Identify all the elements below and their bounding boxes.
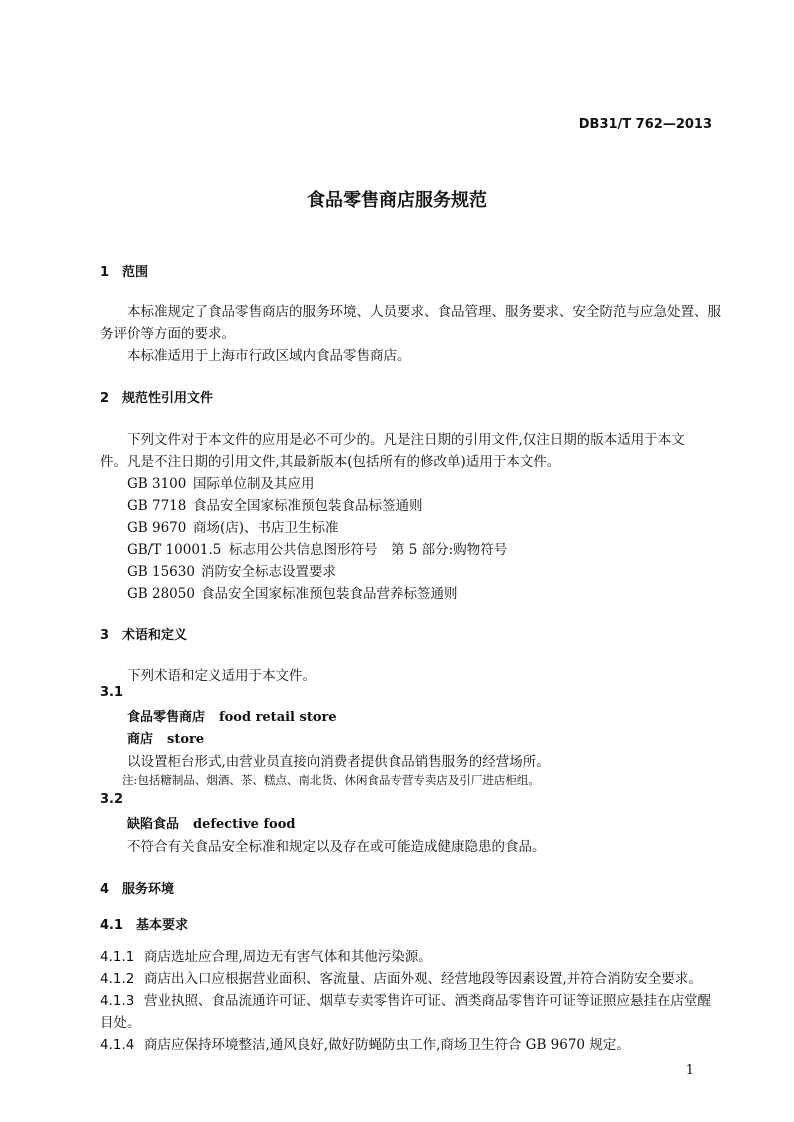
page-number: 1 [685, 1063, 694, 1078]
reference-item [127, 538, 507, 558]
term-heading [127, 706, 337, 725]
section-heading-terms [100, 624, 187, 643]
clause-text: 商店应保持环境整洁,通风良好,做好防蝇防虫工作,商场卫生符合 GB 9670 规定。 [144, 1037, 630, 1053]
reference-code: GB 28050 [127, 586, 195, 602]
reference-code: GB 15630 [127, 564, 195, 580]
reference-code: GB 3100 [127, 476, 187, 492]
reference-title: 食品安全国家标准预包装食品营养标签通则 [201, 586, 458, 602]
paragraph-line: 本标准适用于上海市行政区域内食品零售商店。 [127, 348, 411, 364]
term-definition: 以设置柜台形式,由营业员直接向消费者提供食品销售服务的经营场所。 [127, 754, 550, 770]
term-zh: 食品零售商店 [127, 710, 206, 725]
term-heading [127, 813, 295, 832]
subsection-number: 4.1 [100, 918, 124, 933]
clause-number: 4.1.4 [100, 1037, 135, 1053]
section-title: 范围 [122, 265, 149, 280]
term-alt-zh: 商店 [127, 732, 154, 747]
paragraph-line: 下列术语和定义适用于本文件。 [127, 668, 316, 684]
term-en: food retail store [219, 710, 337, 725]
subsection-title: 基本要求 [136, 918, 189, 933]
reference-item [127, 516, 339, 536]
clause [100, 1033, 630, 1053]
reference-item [127, 582, 458, 602]
standard-code: DB31/T 762—2013 [578, 117, 712, 132]
reference-code: GB 9670 [127, 520, 187, 536]
term-number: 3.2 [100, 792, 124, 807]
term-alt-en: store [167, 732, 205, 747]
paragraph-line: 务评价等方面的要求。 [100, 326, 235, 342]
page-title: 食品零售商店服务规范 [307, 190, 487, 211]
term-alt-heading [127, 728, 204, 747]
reference-title: 国际单位制及其应用 [193, 476, 315, 492]
reference-title: 食品安全国家标准预包装食品标签通则 [193, 498, 423, 514]
reference-item [127, 560, 336, 580]
paragraph-line: 件。凡是不注日期的引用文件,其最新版本(包括所有的修改单)适用于本文件。 [100, 454, 561, 470]
subsection-heading-basic-requirements [100, 914, 188, 933]
clause [100, 989, 711, 1009]
reference-item [127, 494, 423, 514]
clause-text: 商店选址应合理,周边无有害气体和其他污染源。 [144, 949, 432, 965]
section-heading-normative-refs [100, 387, 213, 406]
section-number: 3 [100, 628, 110, 643]
clause-text: 商店出入口应根据营业面积、客流量、店面外观、经营地段等因素设置,并符合消防安全要求。 [144, 971, 702, 987]
reference-code: GB 7718 [127, 498, 187, 514]
section-title: 规范性引用文件 [122, 391, 214, 406]
clause-number: 4.1.2 [100, 971, 135, 987]
term-en: defective food [193, 817, 296, 832]
section-title: 服务环境 [122, 882, 175, 897]
clause-text: 营业执照、食品流通许可证、烟草专卖零售许可证、酒类商品零售许可证等证照应悬挂在店堂醒 [144, 993, 711, 1009]
clause-number: 4.1.1 [100, 949, 135, 965]
reference-title: 商场(店)、书店卫生标准 [193, 520, 339, 536]
clause-continuation: 目处。 [100, 1015, 141, 1031]
section-number: 1 [100, 265, 110, 280]
section-title: 术语和定义 [122, 628, 188, 643]
term-number: 3.1 [100, 685, 124, 700]
reference-code: GB/T 10001.5 [127, 542, 222, 558]
paragraph-line: 下列文件对于本文件的应用是必不可少的。凡是注日期的引用文件,仅注日期的版本适用于本文 [127, 432, 685, 448]
reference-title: 消防安全标志设置要求 [201, 564, 336, 580]
term-definition: 不符合有关食品安全标准和规定以及存在或可能造成健康隐患的食品。 [127, 839, 546, 855]
reference-title: 标志用公共信息图形符号 第 5 部分:购物符号 [229, 542, 508, 558]
section-number: 4 [100, 882, 110, 897]
section-number: 2 [100, 391, 110, 406]
section-heading-service-environment [100, 878, 174, 897]
clause [100, 945, 432, 965]
term-note: 注:包括糖制品、烟酒、茶、糕点、南北货、休闲食品专营专卖店及引厂进店柜组。 [122, 773, 540, 787]
paragraph-line: 本标准规定了食品零售商店的服务环境、人员要求、食品管理、服务要求、安全防范与应急处置、服 [127, 304, 721, 320]
term-zh: 缺陷食品 [127, 817, 180, 832]
clause-number: 4.1.3 [100, 993, 135, 1009]
section-heading-scope [100, 261, 148, 280]
reference-item [127, 472, 315, 492]
clause [100, 967, 702, 987]
